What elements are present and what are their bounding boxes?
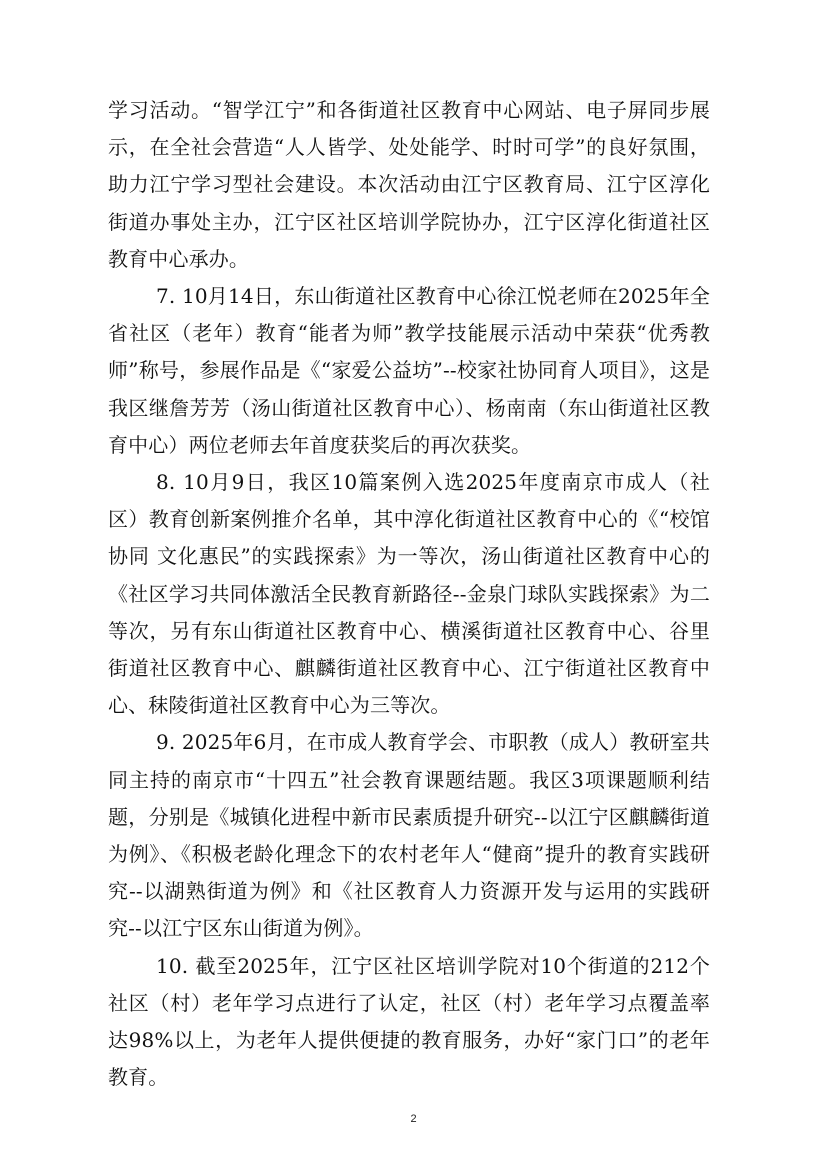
document-body (108, 92, 710, 1096)
paragraph-item-10: 10. 截至2025年，江宁区社区培训学院对10个街道的212个社区（村）老年学习点进行了认定，社区（村）老年学习点覆盖率达98%以上，为老年人提供便捷的教育服务，办好“家门口”的老年教育。 (108, 953, 710, 1090)
paragraph-continuation: 学习活动。“智学江宁”和各街道社区教育中心网站、电子屏同步展示，在全社会营造“人人皆学、处处能学、时时可学”的良好氛围，助力江宁学习型社会建设。本次活动由江宁区教育局、江宁区淳化街道办事处主办，江宁区社区培训学院协办，江宁区淳化街道社区教育中心承办。 (108, 98, 710, 271)
paragraph-item-7: 7. 10月14日，东山街道社区教育中心徐江悦老师在2025年全省社区（老年）教育“能者为师”教学技能展示活动中荣获“优秀教师”称号，参展作品是《“家爱公益坊”--校家社协同育人项目》，这是我区继詹芳芳（汤山街道社区教育中心）、杨南南（东山街道社区教育中心）两位老师去年首度获奖后的再次获奖。 (108, 284, 710, 457)
paragraph-item-9: 9. 2025年6月，在市成人教育学会、市职教（成人）教研室共同主持的南京市“十四五”社会教育课题结题。我区3项课题顺利结题，分别是《城镇化进程中新市民素质提升研究--以江宁区麒麟街道为例》、《积极老龄化理念下的农村老年人“健商”提升的教育实践研究--以湖熟街道为例》和《社区教育人力资源开发与运用的实践研究--以江宁区东山街道为例》。 (108, 730, 710, 941)
page-number: 2 (410, 1113, 417, 1125)
paragraph-item-8: 8. 10月9日，我区10篇案例入选2025年度南京市成人（社区）教育创新案例推介名单，其中淳化街道社区教育中心的《“校馆协同 文化惠民”的实践探索》为一等次，汤山街道社区教育中心的《社区学习共同体激活全民教育新路径--金泉门球队实践探索》为二等次，另有东山街道社区教育中心、横溪街道社区教育中心、谷里街道社区教育中心、麒麟街道社区教育中心、江宁街道社区教育中心、秣陵街道社区教育中心为三等次。 (108, 470, 710, 718)
